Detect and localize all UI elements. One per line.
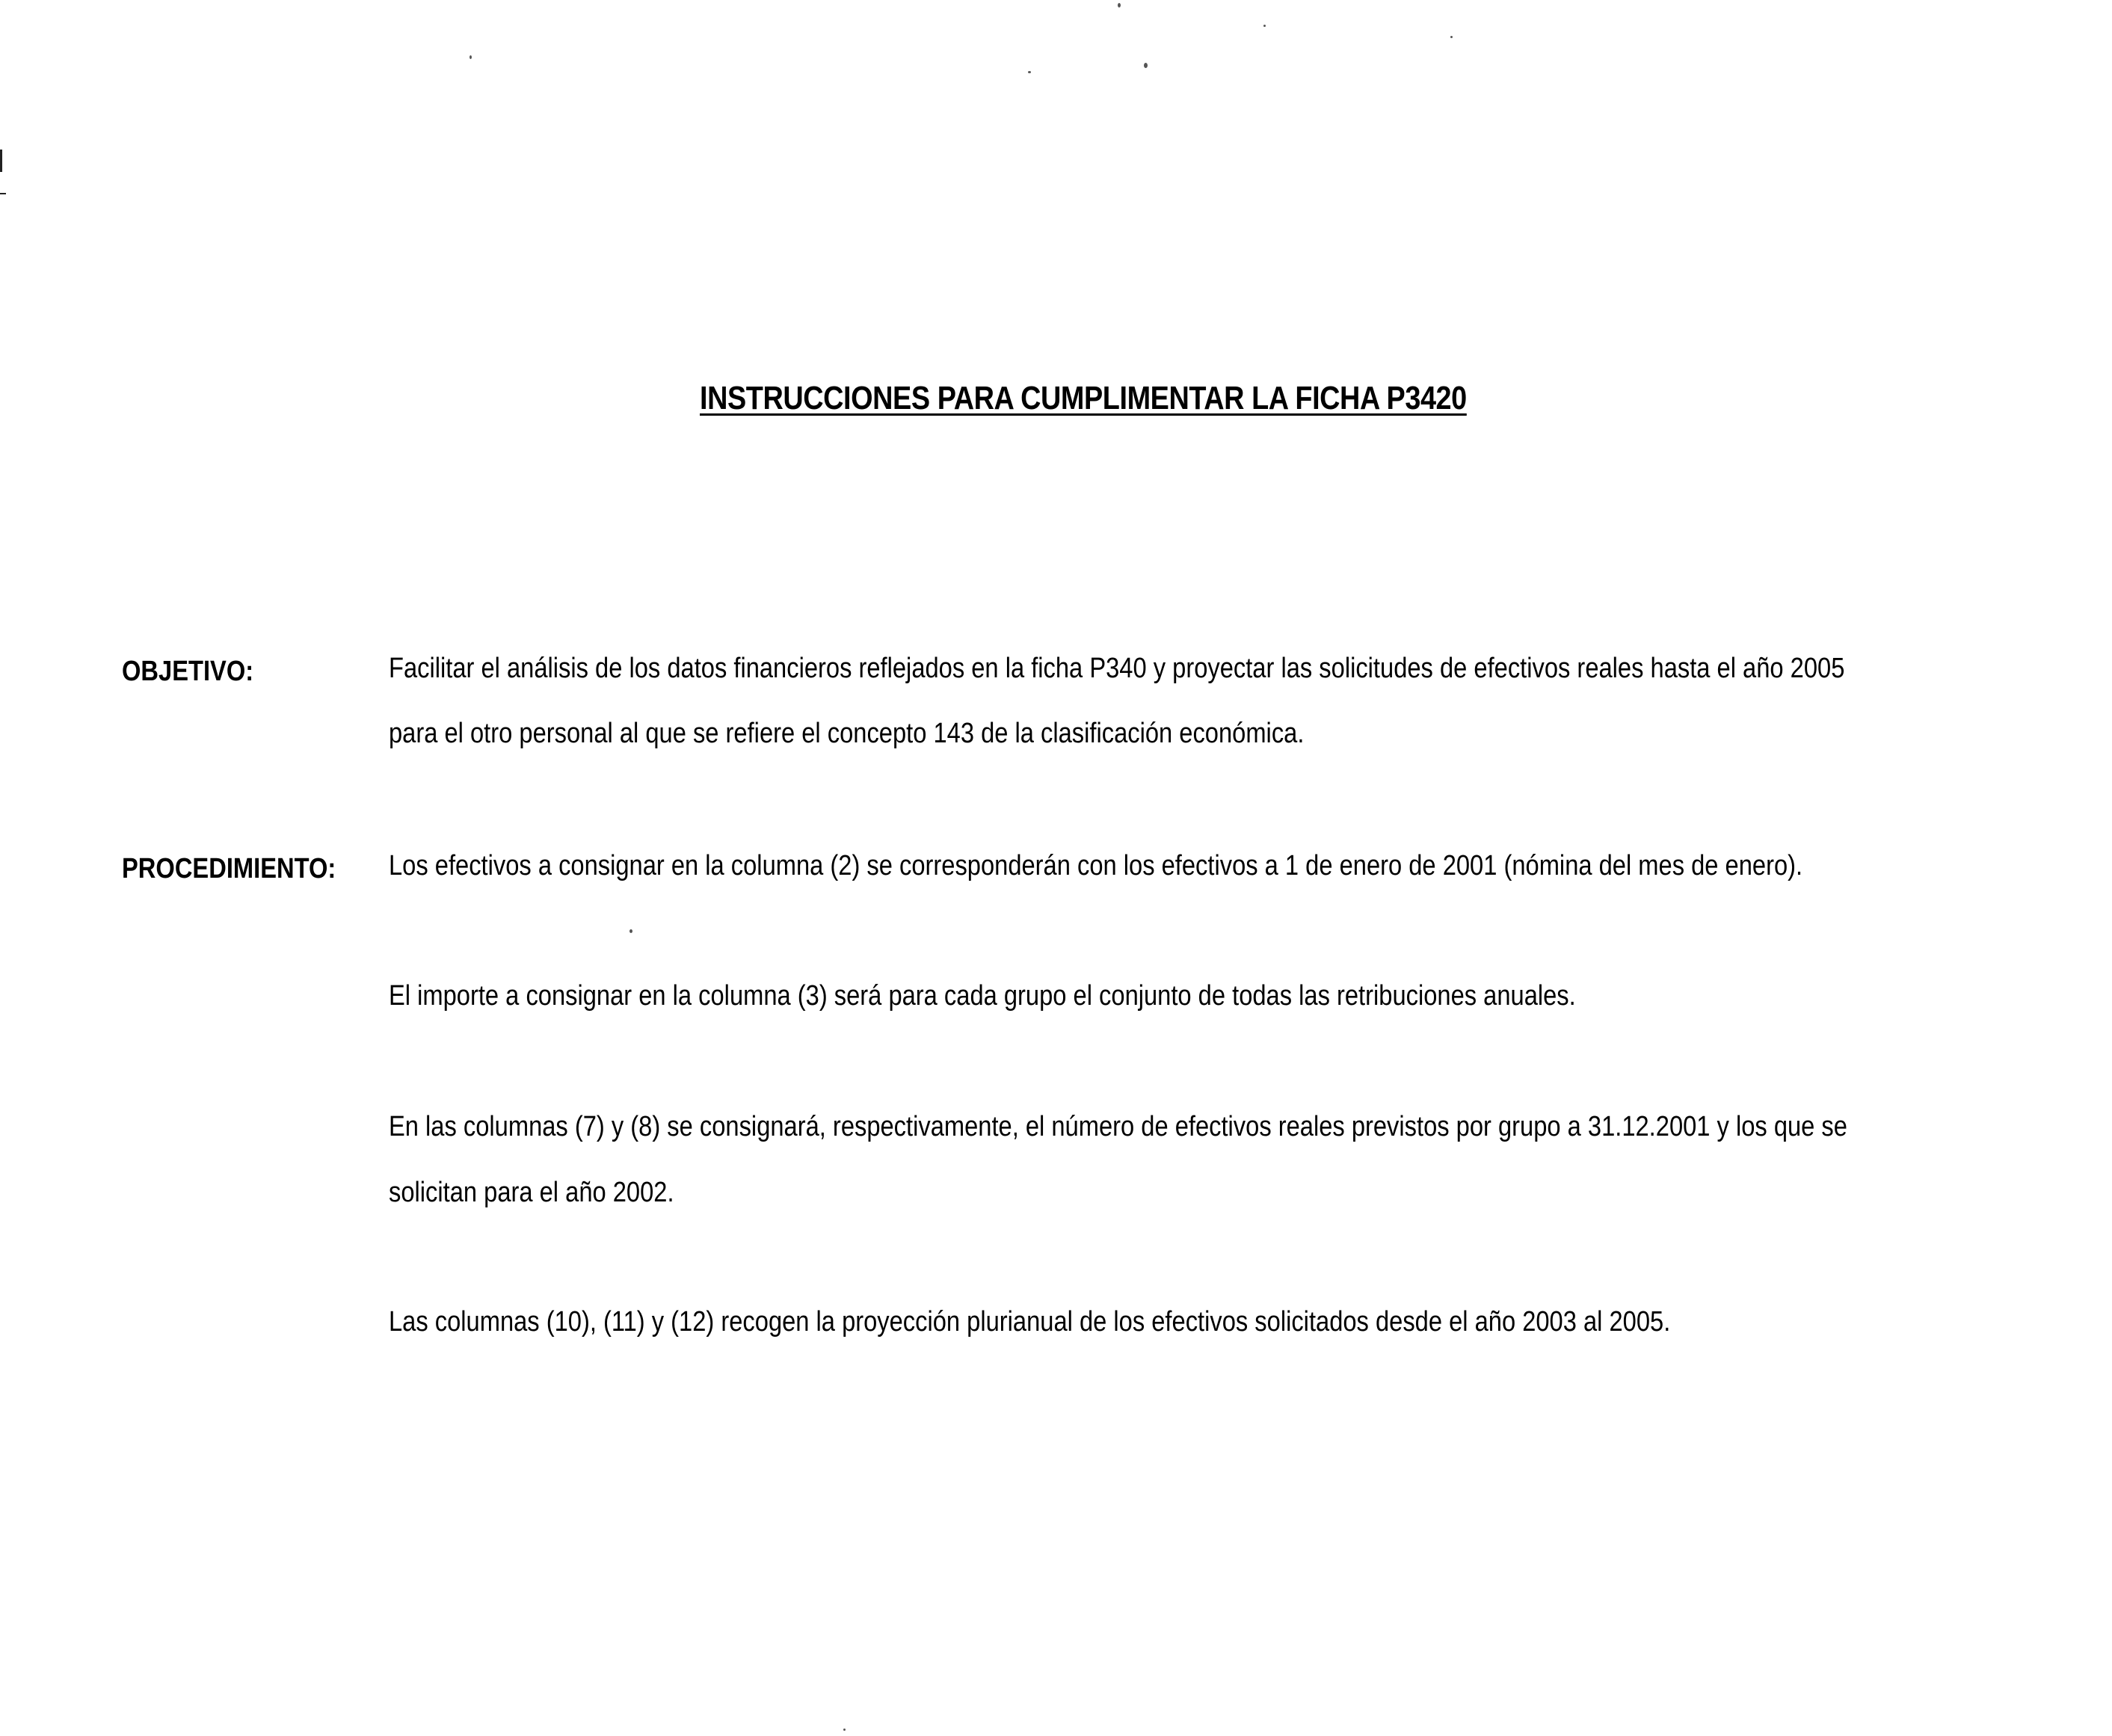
scan-edge-mark: [0, 193, 6, 194]
scan-speck: [629, 929, 632, 933]
scan-speck: [1118, 3, 1121, 7]
scan-speck: [1144, 63, 1148, 68]
scan-edge-mark: [0, 150, 2, 172]
procedimiento-paragraph-4: Las columnas (10), (11) y (12) recogen la proyección plurianual de los efectivos solicitados desde el año 2003 al 2005.: [389, 1306, 1671, 1338]
procedimiento-paragraph-3-line-1: En las columnas (7) y (8) se consignará, respectivamente, el número de efectivos reales previstos por grupo a 31.12.2001 y los que se: [389, 1111, 1847, 1142]
procedimiento-paragraph-2: El importe a consignar en la columna (3) será para cada grupo el conjunto de todas las retribuciones anuales.: [389, 980, 1576, 1012]
objetivo-line-1: Facilitar el análisis de los datos financieros reflejados en la ficha P340 y proyectar las solicitudes de efectivos reales hasta el año 2005: [389, 653, 1845, 684]
scan-speck: [1450, 36, 1453, 38]
scan-speck: [469, 55, 472, 59]
procedimiento-paragraph-1: Los efectivos a consignar en la columna (2) se corresponderán con los efectivos a 1 de enero de 2001 (nómina del mes de enero).: [389, 850, 1803, 881]
procedimiento-paragraph-3-line-2: solicitan para el año 2002.: [389, 1177, 674, 1208]
document-title: INSTRUCCIONES PARA CUMPLIMENTAR LA FICHA P3420: [700, 380, 1467, 416]
scan-speck: [1263, 25, 1266, 27]
scan-speck: [1028, 71, 1031, 73]
scan-speck: [843, 1729, 846, 1731]
section-label-procedimiento: PROCEDIMIENTO:: [122, 853, 336, 884]
objetivo-line-2: para el otro personal al que se refiere el concepto 143 de la clasificación económica.: [389, 718, 1305, 749]
section-label-objetivo: OBJETIVO:: [122, 656, 254, 687]
